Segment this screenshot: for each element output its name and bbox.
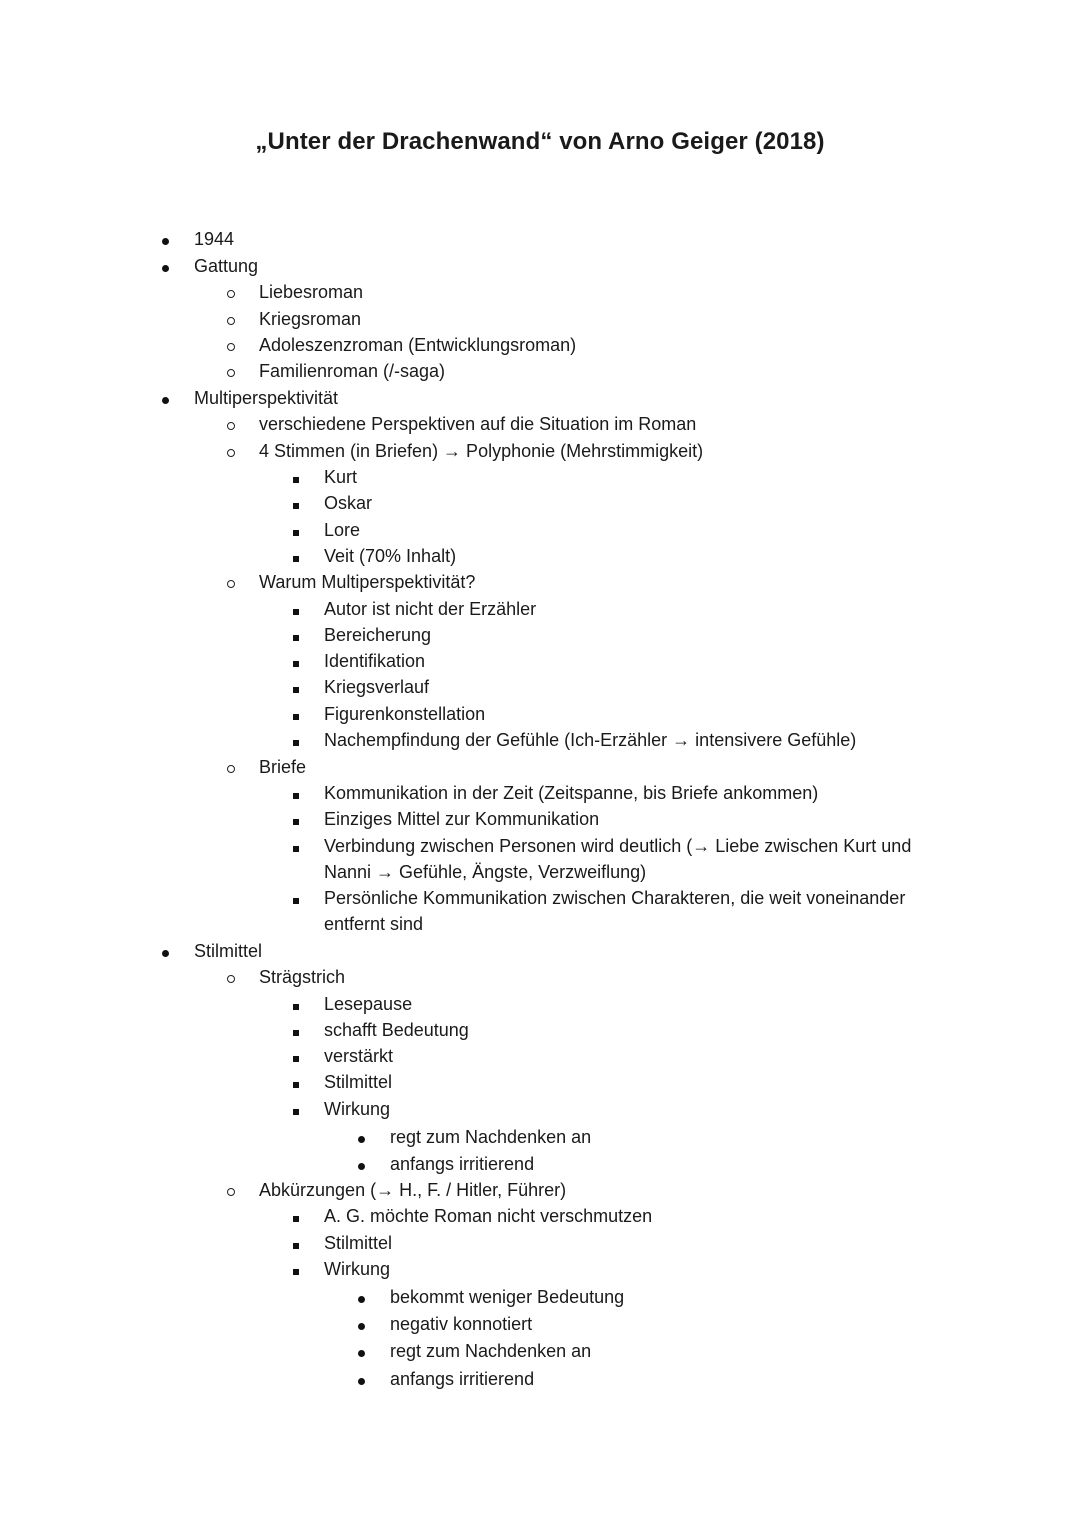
list-item: Stilmittel	[324, 1233, 393, 1253]
list-item: verschiedene Perspektiven auf die Situation im Roman	[259, 414, 697, 434]
list-item: verstärkt	[324, 1046, 394, 1066]
square-marker	[293, 1203, 299, 1229]
bullet-marker	[162, 226, 169, 252]
list-item: Einziges Mittel zur Kommunikation	[324, 809, 600, 829]
circle-marker	[227, 411, 235, 437]
square-marker	[293, 490, 299, 516]
square-marker	[293, 780, 299, 806]
list-item: Oskar	[324, 493, 373, 513]
square-marker	[293, 885, 299, 911]
list-item: Wirkung	[324, 1099, 391, 1119]
square-marker	[293, 701, 299, 727]
square-marker	[293, 596, 299, 622]
list-item: Identifikation	[324, 651, 426, 671]
circle-marker	[227, 1177, 235, 1203]
list-item-continuation: Nanni → Gefühle, Ängste, Verzweiflung)	[324, 862, 647, 882]
outline-multiperspektivitaet: Multiperspektivität	[194, 388, 339, 408]
square-marker	[293, 833, 299, 859]
square-marker	[293, 1017, 299, 1043]
square-marker	[293, 464, 299, 490]
list-item: 4 Stimmen (in Briefen) → Polyphonie (Mehrstimmigkeit)	[259, 441, 704, 461]
outline-gattung: Gattung	[194, 256, 259, 276]
bullet-marker	[358, 1311, 365, 1337]
square-marker	[293, 1096, 299, 1122]
circle-marker	[227, 279, 235, 305]
square-marker	[293, 1230, 299, 1256]
square-marker	[293, 543, 299, 569]
list-item: Kurt	[324, 467, 358, 487]
list-item: regt zum Nachdenken an	[390, 1127, 592, 1147]
square-marker	[293, 806, 299, 832]
circle-marker	[227, 438, 235, 464]
outline-year: 1944	[194, 229, 235, 249]
square-marker	[293, 648, 299, 674]
list-item: negativ konnotiert	[390, 1314, 533, 1334]
circle-marker	[227, 754, 235, 780]
list-item: Bereicherung	[324, 625, 432, 645]
circle-marker	[227, 569, 235, 595]
list-item: Lesepause	[324, 994, 413, 1014]
square-marker	[293, 674, 299, 700]
square-marker	[293, 727, 299, 753]
list-item: Stilmittel	[324, 1072, 393, 1092]
list-item: Familienroman (/-saga)	[259, 361, 446, 381]
bullet-marker	[358, 1124, 365, 1150]
list-item: anfangs irritierend	[390, 1369, 535, 1389]
bullet-marker	[162, 938, 169, 964]
list-item: Briefe	[259, 757, 307, 777]
circle-marker	[227, 964, 235, 990]
list-item: Adoleszenzroman (Entwicklungsroman)	[259, 335, 577, 355]
circle-marker	[227, 358, 235, 384]
list-item: bekommt weniger Bedeutung	[390, 1287, 625, 1307]
square-marker	[293, 517, 299, 543]
bullet-marker	[358, 1284, 365, 1310]
circle-marker	[227, 332, 235, 358]
list-item: Kriegsroman	[259, 309, 362, 329]
list-item: schafft Bedeutung	[324, 1020, 469, 1040]
list-item: Liebesroman	[259, 282, 364, 302]
list-item: Wirkung	[324, 1259, 391, 1279]
list-item-continuation: entfernt sind	[324, 914, 424, 934]
list-item: anfangs irritierend	[390, 1154, 535, 1174]
list-item: Verbindung zwischen Personen wird deutlich (→ Liebe zwischen Kurt und	[324, 836, 912, 856]
bullet-marker	[162, 385, 169, 411]
square-marker	[293, 991, 299, 1017]
list-item: Lore	[324, 520, 361, 540]
list-item: Abkürzungen (→ H., F. / Hitler, Führer)	[259, 1180, 567, 1200]
bullet-marker	[358, 1338, 365, 1364]
square-marker	[293, 1043, 299, 1069]
circle-marker	[227, 306, 235, 332]
square-marker	[293, 1069, 299, 1095]
list-item: Warum Multiperspektivität?	[259, 572, 476, 592]
bullet-marker	[162, 253, 169, 279]
list-item: Kriegsverlauf	[324, 677, 430, 697]
list-item: Figurenkonstellation	[324, 704, 486, 724]
list-item: Kommunikation in der Zeit (Zeitspanne, bis Briefe ankommen)	[324, 783, 819, 803]
square-marker	[293, 622, 299, 648]
list-item: regt zum Nachdenken an	[390, 1341, 592, 1361]
bullet-marker	[358, 1151, 365, 1177]
list-item: Veit (70% Inhalt)	[324, 546, 457, 566]
bullet-marker	[358, 1366, 365, 1392]
list-item: Autor ist nicht der Erzähler	[324, 599, 537, 619]
page-title: „Unter der Drachenwand“ von Arno Geiger (2018)	[255, 128, 825, 155]
list-item: Nachempfindung der Gefühle (Ich-Erzähler → intensivere Gefühle)	[324, 730, 857, 750]
list-item: Strägstrich	[259, 967, 346, 987]
list-item: A. G. möchte Roman nicht verschmutzen	[324, 1206, 653, 1226]
outline-stilmittel: Stilmittel	[194, 941, 263, 961]
square-marker	[293, 1256, 299, 1282]
list-item: Persönliche Kommunikation zwischen Charakteren, die weit voneinander	[324, 888, 906, 908]
